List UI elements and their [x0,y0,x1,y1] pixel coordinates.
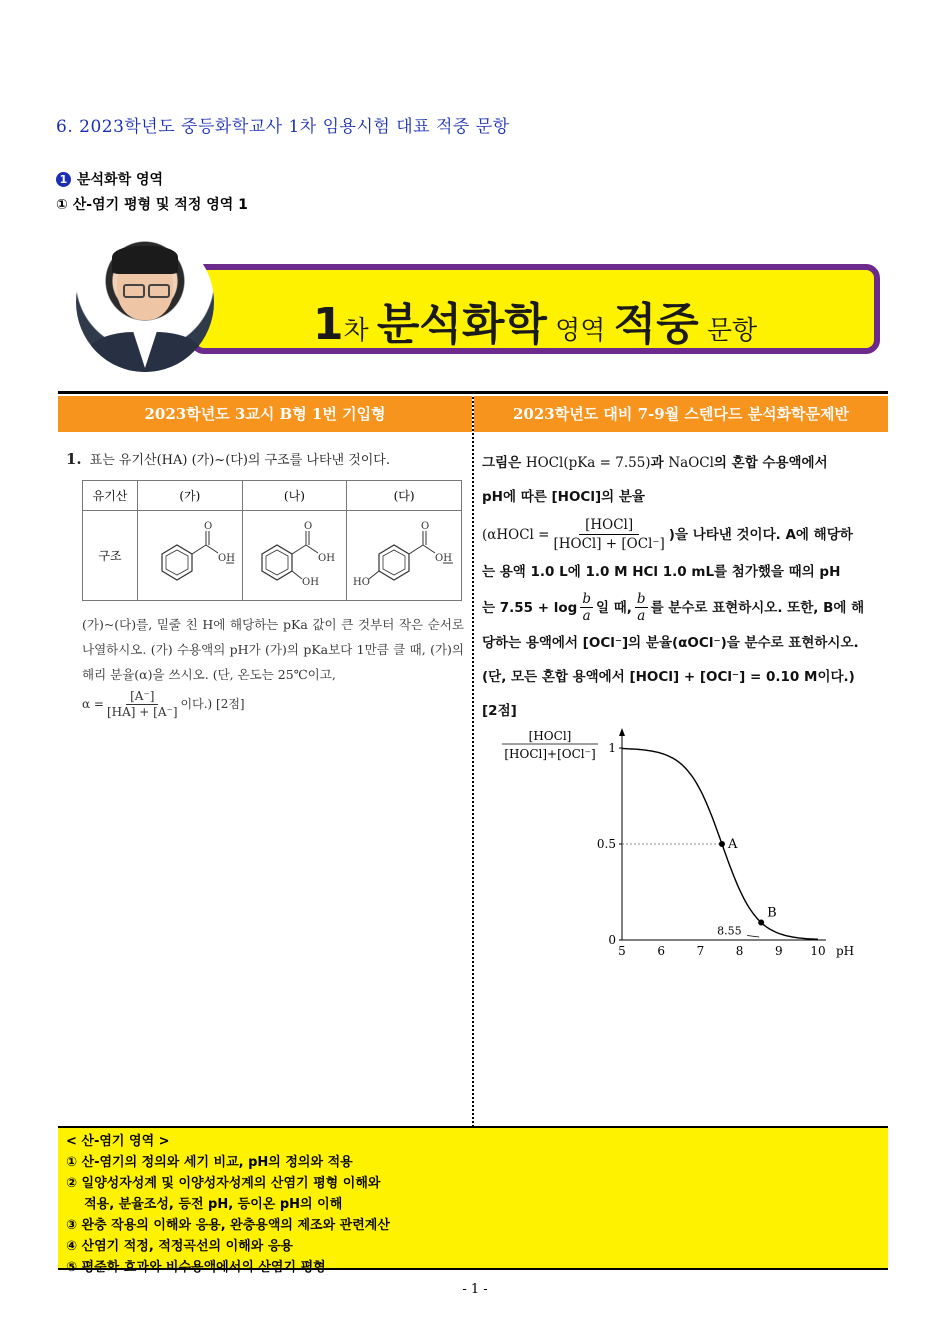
page-number: - 1 - [462,1282,488,1297]
rq-line-3-tail: )을 나타낸 것이다. A에 해당하 [668,526,853,543]
chart-x-tick-label: 8 [735,944,744,958]
rq-text-1e: 의 혼합 수용액에서 [713,455,828,471]
banner [190,264,880,354]
alpha-formula-tail: 이다.) [2점] [180,697,245,711]
svg-text:OH: OH [302,577,320,588]
table-header-ga: (가) [138,481,243,511]
rq-line-2: pH에 따른 [HOCl]의 분율 [482,489,645,505]
chart-x-tick-label: 10 [810,944,826,958]
rq-line-7: (단, 모든 혼합 용액에서 [HOCl] + [OCl⁻] = 0.10 M이다.) [482,669,855,685]
teacher-photo [76,232,214,372]
table-header-na: (나) [242,481,347,511]
question-1-body [82,612,464,720]
banner-part-3: 분석화학 [376,299,547,350]
rq-line-5a: 는 7.55 + log [482,599,578,616]
chart-y-tick-label: 0.5 [596,837,616,851]
rq-line-4: 는 용액 1.0 L에 1.0 M HCl 1.0 mL를 첨가했을 때의 pH [482,564,841,580]
fraction-chart [498,718,868,972]
chart-annotation-pointer [747,936,759,937]
topic-note-box [58,1126,888,1275]
note-item: 적용, 분율조성, 등전 pH, 등이온 pH의 이해 [66,1197,343,1212]
svg-text:OH: OH [217,553,235,564]
question-1-text: (가)~(다)를, 밑줄 친 H에 해당하는 pKa 값이 큰 것부터 작은 순서로 나열하시오. (가) 수용액의 pH가 (가)의 pKa보다 1만큼 클 때, (가)의 해리 분율(α)을 쓰시오. (단, 온도는 25℃이고, [82,617,464,682]
rq-frac-den: [HOCl] + [OCl⁻] [553,536,665,552]
page-heading: 6. 2023학년도 중등화학교사 1차 임용시험 대표 적중 문항 [56,117,510,137]
note-item: ⑤ 평준화 효과와 비수용액에서의 산염기 평형 [66,1260,326,1275]
svg-text:O: O [304,521,313,532]
right-column-header: 2023학년도 대비 7-9월 스텐다드 분석화학문제반 [474,396,888,432]
rq-line-5b: 일 때, [595,599,632,616]
svg-text:O: O [203,521,212,532]
rq-text-1a: 그림은 [482,455,526,471]
table-header-da: (다) [347,481,462,511]
section-title-text: 분석화학 영역 [77,172,164,188]
svg-text:OH: OH [435,553,453,564]
rq-frac-a-2: a [637,608,646,624]
section-title [56,169,163,189]
chart-x-tick-label: 5 [618,944,626,958]
rq-text-1d: NaOCl [668,455,714,471]
note-item: ① 산-염기의 정의와 세기 비교, pH의 정의와 적용 [66,1155,353,1170]
chart-x-tick-label: 9 [774,944,783,958]
column-divider [472,392,474,1127]
alpha-formula-lhs: α = [82,697,104,711]
rq-alpha: (αHOCl = [482,526,550,543]
banner-part-2: 차 [343,316,377,346]
left-column-header: 2023학년도 3교시 B형 1번 기입형 [58,396,472,432]
note-item: ④ 산염기 적정, 적정곡선의 이해와 응용 [66,1239,293,1254]
chart-point-A [719,841,725,847]
chart-xlabel: pH [836,944,855,958]
rq-frac-num: [HOCl] [579,516,639,535]
chart-point-label-A: A [727,837,738,852]
question-1-stem [66,449,466,468]
chart-ylabel-numerator: [HOCl] [528,729,572,743]
rq-frac-b: b [582,591,591,607]
chart-point-B [758,920,764,926]
rq-text-1b: HOCl(pKa = 7.55) [525,455,651,471]
alpha-formula-numerator: [A⁻] [126,689,158,705]
subsection-title: ① 산-염기 평형 및 적정 영역 1 [56,197,248,213]
question-stem: 표는 유기산(HA) (가)~(다)의 구조를 나타낸 것이다. [89,453,391,468]
chart-y-arrow [619,728,625,736]
alpha-formula-denominator: [HA] + [A⁻] [106,705,178,719]
section-bullet: 1 [56,172,71,187]
chart-x-tick-label: 6 [657,944,666,958]
svg-text:OH: OH [318,553,336,564]
benzoic-acid-structure [138,511,243,601]
chart-annotation: 8.55 [717,924,742,938]
salicylic-acid-structure [242,511,347,601]
banner-part-1: 1 [312,299,344,350]
note-item: ③ 완충 작용의 이해와 응용, 완충용액의 제조와 관련계산 [66,1218,390,1233]
note-item: ② 일양성자성계 및 이양성자성계의 산염기 평형 이해와 [66,1176,381,1191]
chart-x-tick-label: 7 [696,944,705,958]
question-number: 1. [66,450,82,468]
rq-line-5c: 를 분수로 표현하시오. 또한, B에 해 [650,599,865,616]
rq-frac-a: a [582,608,591,624]
rq-line-6: 당하는 용액에서 [OCl⁻]의 분율(αOCl⁻)을 분수로 표현하시오. [482,635,859,651]
table-header-acid: 유기산 [83,481,138,511]
banner-part-4: 영역 [546,316,614,346]
hydroxybenzoic-acid-structure [347,511,462,601]
rq-line-8: [2점] [482,703,517,719]
right-question-body [482,446,882,728]
rq-text-1c: 과 [650,455,669,471]
chart-ylabel-denominator: [HOCl]+[OCl⁻] [504,747,596,761]
banner-part-6: 문항 [698,316,758,346]
chart-y-tick-label: 0 [608,933,616,947]
chart-point-label-B: B [767,905,777,921]
svg-text:HO: HO [353,577,371,588]
rq-frac-b-2: b [636,591,646,607]
structure-table [82,480,462,601]
banner-part-5: 적중 [613,299,699,350]
note-title: < 산-염기 영역 > [66,1134,170,1149]
chart-y-tick-label: 1 [608,741,616,755]
svg-text:O: O [421,521,430,532]
table-row-label: 구조 [83,511,138,601]
